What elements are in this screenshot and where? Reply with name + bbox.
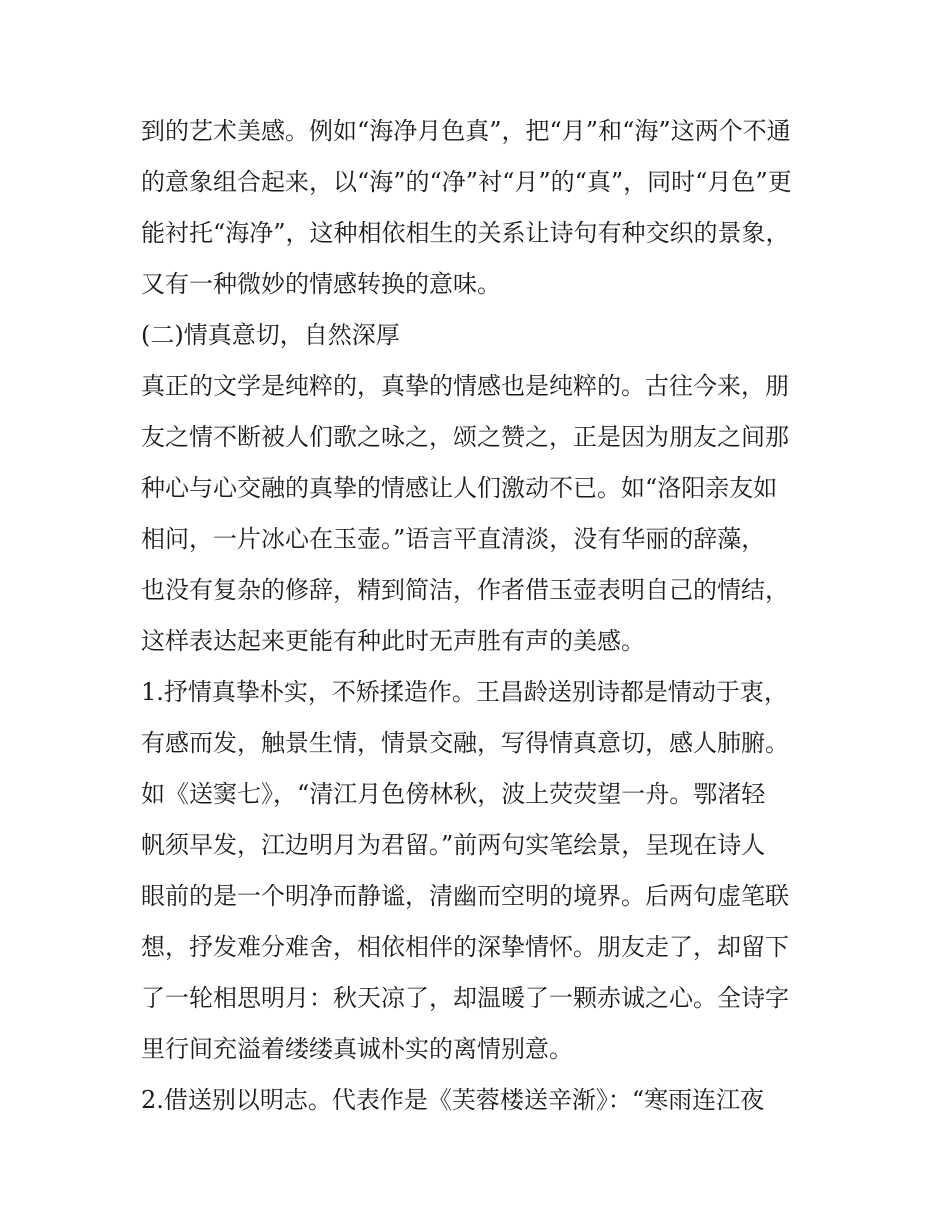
list-item-1: 1.抒情真挚朴实，不矫揉造作。王昌龄送别诗都是情动于衷， [141,678,788,706]
text-line: 到的艺术美感。例如“海净月色真”，把“月”和“海”这两个不通 [141,117,791,145]
text-line: 友之情不断被人们歌之咏之，颂之赞之，正是因为朋友之间那 [141,423,789,451]
text-line: 想，抒发难分难舍，相依相伴的深挚情怀。朋友走了，却留下 [141,933,789,961]
text-line: 相问，一片冰心在玉壶。”语言平直清淡，没有华丽的辞藻， [141,525,766,553]
text-line: 里行间充溢着缕缕真诚朴实的离情别意。 [141,1035,573,1063]
text-line: 如《送窦七》，“清江月色傍林秋，波上荧荧望一舟。鄂渚轻 [141,780,766,808]
text-line: 又有一种微妙的情感转换的意味。 [141,270,501,298]
text-line: 种心与心交融的真挚的情感让人们激动不已。如“洛阳亲友如 [141,474,778,502]
text-line: 这样表达起来更能有种此时无声胜有声的美感。 [141,627,645,655]
document-body [141,106,831,1126]
text-line: 的意象组合起来，以“海”的“净”衬“月”的“真”，同时“月色”更 [141,168,792,196]
list-item-2: 2.借送别以明志。代表作是《芙蓉楼送辛渐》：“寒雨连江夜 [141,1086,765,1114]
text-line: 了一轮相思明月：秋天凉了，却温暖了一颗赤诚之心。全诗字 [141,984,789,1012]
text-line: 真正的文学是纯粹的，真挚的情感也是纯粹的。古往今来，朋 [141,372,789,400]
text-line: 能衬托“海净”，这种相依相生的关系让诗句有种交织的景象， [141,219,790,247]
text-line: 帆须早发，江边明月为君留。”前两句实笔绘景，呈现在诗人 [141,831,766,859]
text-line: 眼前的是一个明净而静谧，清幽而空明的境界。后两句虚笔联 [141,882,789,910]
text-line: 有感而发，触景生情，情景交融，写得情真意切，感人肺腑。 [141,729,789,757]
section-heading: (二)情真意切，自然深厚 [141,321,400,349]
text-line: 也没有复杂的修辞，精到简洁，作者借玉壶表明自己的情结， [141,576,789,604]
